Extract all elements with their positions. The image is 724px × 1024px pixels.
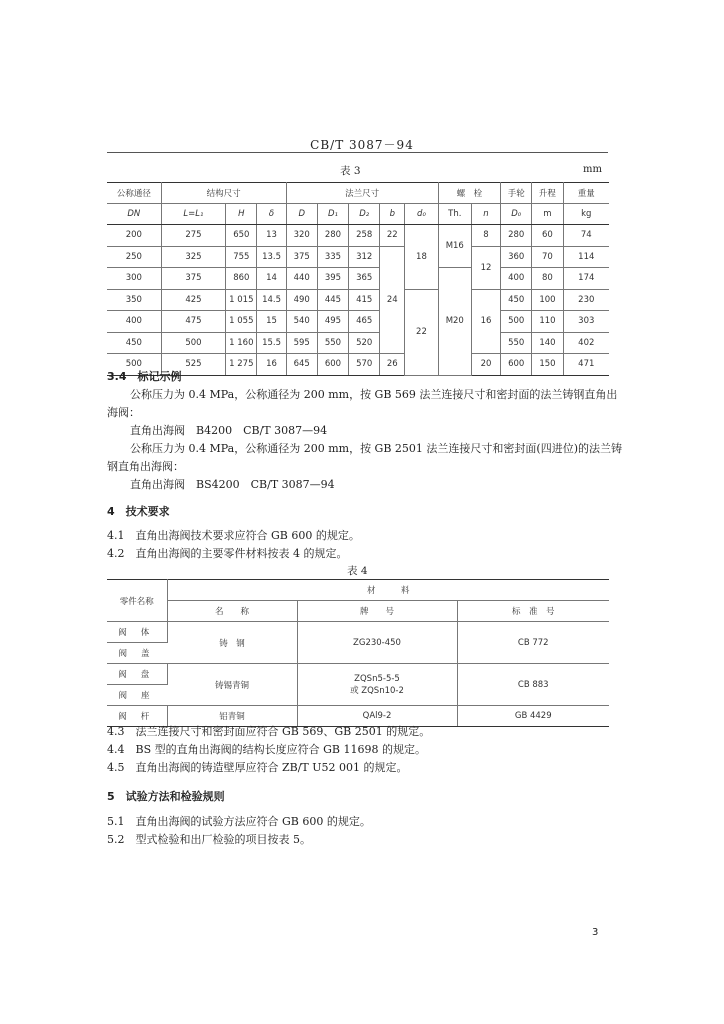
sub-th: Th. bbox=[438, 204, 471, 225]
th-structure: 结构尺寸 bbox=[161, 183, 286, 204]
table-row bbox=[107, 622, 609, 643]
th-material: 材 料 bbox=[167, 580, 609, 601]
part-valve-stem: 阀杆 bbox=[107, 706, 167, 727]
cell: 645 bbox=[286, 354, 317, 376]
std-cb772: CB 772 bbox=[457, 622, 609, 664]
th-mat-name: 名 称 bbox=[167, 601, 297, 622]
cell: 24 bbox=[380, 246, 405, 354]
part-valve-body: 阀体 bbox=[107, 622, 167, 643]
cell: 600 bbox=[501, 354, 532, 376]
cell: 365 bbox=[349, 268, 380, 290]
cell: 15 bbox=[257, 311, 286, 333]
header-rule bbox=[107, 152, 608, 153]
cell: 275 bbox=[161, 225, 226, 247]
cell: 100 bbox=[532, 289, 563, 311]
sub-d1: D₁ bbox=[317, 204, 348, 225]
table4-caption: 表 4 bbox=[347, 565, 368, 577]
part-valve-disc: 阀盘 bbox=[107, 664, 167, 685]
item-4-5: 4.5 直角出海阀的铸造壁厚应符合 ZB/T U52 001 的规定。 bbox=[107, 761, 408, 774]
sub-h: H bbox=[226, 204, 257, 225]
marking-example-1: 直角出海阀 B4200 CB/T 3087—94 bbox=[130, 424, 328, 437]
cell: 13.5 bbox=[257, 246, 286, 268]
th-part-name: 零件名称 bbox=[107, 580, 167, 622]
cell: 280 bbox=[317, 225, 348, 247]
cell: 500 bbox=[107, 354, 161, 376]
cell: 395 bbox=[317, 268, 348, 290]
item-4-4: 4.4 BS 型的直角出海阀的结构长度应符合 GB 11698 的规定。 bbox=[107, 743, 426, 756]
cell: 114 bbox=[563, 246, 609, 268]
cell: 60 bbox=[532, 225, 563, 247]
table-row bbox=[107, 332, 609, 354]
th-handwheel: 手轮 bbox=[501, 183, 532, 204]
table-4 bbox=[107, 579, 609, 727]
table-row bbox=[107, 354, 609, 376]
cell: 1 055 bbox=[226, 311, 257, 333]
cell: 74 bbox=[563, 225, 609, 247]
sub-d2: D₂ bbox=[349, 204, 380, 225]
example-paragraph-1-cont: 海阀： bbox=[107, 406, 140, 419]
std-cb883: CB 883 bbox=[457, 664, 609, 706]
cell: 8 bbox=[471, 225, 500, 247]
example-paragraph-1: 公称压力为 0.4 MPa，公称通径为 200 mm，按 GB 569 法兰连接尺寸和密封面的法兰铸钢直角出 bbox=[130, 388, 618, 401]
cell: 450 bbox=[501, 289, 532, 311]
cell: 755 bbox=[226, 246, 257, 268]
cell: 16 bbox=[471, 289, 500, 354]
cell: 400 bbox=[107, 311, 161, 333]
item-5-1: 5.1 直角出海阀的试验方法应符合 GB 600 的规定。 bbox=[107, 815, 371, 828]
cell: 312 bbox=[349, 246, 380, 268]
cell: 300 bbox=[107, 268, 161, 290]
cell: 325 bbox=[161, 246, 226, 268]
cell: 445 bbox=[317, 289, 348, 311]
cell: 360 bbox=[501, 246, 532, 268]
part-valve-cover: 阀盖 bbox=[107, 643, 167, 664]
cell: 1 015 bbox=[226, 289, 257, 311]
cell: 450 bbox=[107, 332, 161, 354]
cell: 70 bbox=[532, 246, 563, 268]
mat-cast-steel: 铸 钢 bbox=[167, 622, 297, 664]
cell: 650 bbox=[226, 225, 257, 247]
grade-zqsn bbox=[297, 664, 457, 706]
th-lift: 升程 bbox=[532, 183, 563, 204]
table-row bbox=[107, 311, 609, 333]
cell: 500 bbox=[501, 311, 532, 333]
sub-d0: d₀ bbox=[405, 204, 438, 225]
th-bolt: 螺 栓 bbox=[438, 183, 500, 204]
cell: 20 bbox=[471, 354, 500, 376]
cell: 500 bbox=[161, 332, 226, 354]
cell: 200 bbox=[107, 225, 161, 247]
cell: 15.5 bbox=[257, 332, 286, 354]
table-3 bbox=[107, 182, 609, 376]
cell: 14.5 bbox=[257, 289, 286, 311]
table-row bbox=[107, 289, 609, 311]
th-mat-grade: 牌 号 bbox=[297, 601, 457, 622]
cell: 595 bbox=[286, 332, 317, 354]
sub-d: D bbox=[286, 204, 317, 225]
cell: 250 bbox=[107, 246, 161, 268]
cell: 495 bbox=[317, 311, 348, 333]
table3-unit: mm bbox=[583, 164, 602, 175]
cell: 425 bbox=[161, 289, 226, 311]
section-5-title: 5 试验方法和检验规则 bbox=[107, 790, 225, 803]
cell: 150 bbox=[532, 354, 563, 376]
cell: 303 bbox=[563, 311, 609, 333]
cell: 26 bbox=[380, 354, 405, 376]
sub-n: n bbox=[471, 204, 500, 225]
table-row bbox=[107, 664, 609, 685]
cell: 540 bbox=[286, 311, 317, 333]
cell: 475 bbox=[161, 311, 226, 333]
cell: 490 bbox=[286, 289, 317, 311]
cell: 258 bbox=[349, 225, 380, 247]
cell: 320 bbox=[286, 225, 317, 247]
cell: 13 bbox=[257, 225, 286, 247]
item-4-3: 4.3 法兰连接尺寸和密封面应符合 GB 569、GB 2501 的规定。 bbox=[107, 725, 431, 738]
cell: 375 bbox=[161, 268, 226, 290]
table-row bbox=[107, 246, 609, 268]
page-number: 3 bbox=[592, 927, 599, 938]
cell: 550 bbox=[501, 332, 532, 354]
sub-hw-d0: D₀ bbox=[501, 204, 532, 225]
cell: 174 bbox=[563, 268, 609, 290]
grade-zqsn-line1: ZQSn5-5-5 bbox=[354, 673, 400, 684]
table-row bbox=[107, 268, 609, 290]
cell: 525 bbox=[161, 354, 226, 376]
sub-dn: DN bbox=[107, 204, 161, 225]
cell: 80 bbox=[532, 268, 563, 290]
item-4-2: 4.2 直角出海阀的主要零件材料按表 4 的规定。 bbox=[107, 547, 348, 560]
grade-zqsn-line2: 或 ZQSn10-2 bbox=[350, 685, 404, 696]
cell: 230 bbox=[563, 289, 609, 311]
cell: 471 bbox=[563, 354, 609, 376]
cell: M20 bbox=[438, 268, 471, 376]
th-weight: 重量 bbox=[563, 183, 609, 204]
cell: 465 bbox=[349, 311, 380, 333]
th-flange: 法兰尺寸 bbox=[286, 183, 438, 204]
cell: 600 bbox=[317, 354, 348, 376]
sub-b: b bbox=[380, 204, 405, 225]
cell: 280 bbox=[501, 225, 532, 247]
cell: 400 bbox=[501, 268, 532, 290]
table3-caption: 表 3 bbox=[340, 165, 361, 177]
part-valve-seat: 阀座 bbox=[107, 685, 167, 706]
standard-header: CB/T 3087－94 bbox=[310, 138, 414, 152]
th-mat-std: 标 准 号 bbox=[457, 601, 609, 622]
cell: 570 bbox=[349, 354, 380, 376]
grade-zg230: ZG230-450 bbox=[297, 622, 457, 664]
sub-l: L=L₁ bbox=[161, 204, 226, 225]
cell: 375 bbox=[286, 246, 317, 268]
cell: 22 bbox=[380, 225, 405, 247]
cell: 22 bbox=[405, 289, 438, 375]
cell: 415 bbox=[349, 289, 380, 311]
marking-example-2: 直角出海阀 BS4200 CB/T 3087—94 bbox=[130, 478, 335, 491]
cell: 860 bbox=[226, 268, 257, 290]
cell: 14 bbox=[257, 268, 286, 290]
std-gb4429: GB 4429 bbox=[457, 706, 609, 727]
cell: 110 bbox=[532, 311, 563, 333]
example-paragraph-2: 公称压力为 0.4 MPa，公称通径为 200 mm，按 GB 2501 法兰连接尺寸和密封面(四进位)的法兰铸 bbox=[130, 442, 623, 455]
grade-qal9: QAl9-2 bbox=[297, 706, 457, 727]
cell: 16 bbox=[257, 354, 286, 376]
item-4-1: 4.1 直角出海阀技术要求应符合 GB 600 的规定。 bbox=[107, 529, 360, 542]
sub-delta: δ bbox=[257, 204, 286, 225]
table-row bbox=[107, 225, 609, 247]
cell: M16 bbox=[438, 225, 471, 268]
cell: 440 bbox=[286, 268, 317, 290]
cell: 350 bbox=[107, 289, 161, 311]
cell: 12 bbox=[471, 246, 500, 289]
cell: 520 bbox=[349, 332, 380, 354]
mat-tin-bronze: 铸锡青铜 bbox=[167, 664, 297, 706]
section-4-title: 4 技术要求 bbox=[107, 505, 170, 518]
cell: 18 bbox=[405, 225, 438, 290]
sub-kg: kg bbox=[563, 204, 609, 225]
cell: 402 bbox=[563, 332, 609, 354]
cell: 335 bbox=[317, 246, 348, 268]
cell: 1 160 bbox=[226, 332, 257, 354]
cell: 1 275 bbox=[226, 354, 257, 376]
example-paragraph-2-cont: 钢直角出海阀： bbox=[107, 460, 184, 473]
cell: 140 bbox=[532, 332, 563, 354]
cell: 550 bbox=[317, 332, 348, 354]
section-3-4-title: 3.4 标记示例 bbox=[107, 370, 182, 383]
th-nominal: 公称通径 bbox=[107, 183, 161, 204]
sub-m: m bbox=[532, 204, 563, 225]
item-5-2: 5.2 型式检验和出厂检验的项目按表 5。 bbox=[107, 833, 311, 846]
mat-al-bronze: 铝青铜 bbox=[167, 706, 297, 727]
